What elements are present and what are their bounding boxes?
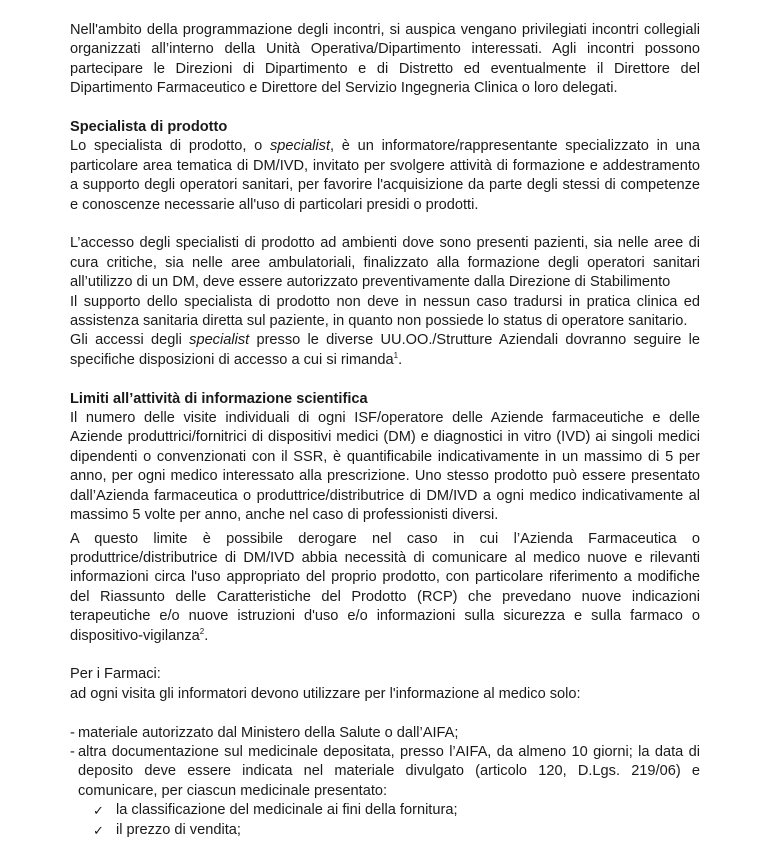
section-heading-limiti: Limiti all’attività di informazione scientifica: [70, 390, 368, 407]
text-run: , è un informatore/rappresentante specializzato in una particolare area tematica di DM/IVD, invitato per svolgere attività di formazione e addestramento a supporto degli operatori sanitari, per favorire l'acquisizione da parte degli stessi di competenze e conoscenze necessarie all'uso di particolari presidi o prodotti.: [70, 138, 700, 213]
specialista-paragraph-3: Il supporto dello specialista di prodotto non deve in nessun caso tradursi in pratica clinica ed assistenza sanitaria diretta sul paziente, in quanto non possiede lo status di operatore sanitario.: [70, 293, 700, 330]
text-run: .: [398, 351, 403, 368]
list-item-text: altra documentazione sul medicinale depositata, presso l’AIFA, da almeno 10 giorni; la data di deposito deve essere indicata nel materiale divulgato (articolo 120, D.Lgs. 219/06) e comunicare, per ciascun medicinale presentato:: [78, 743, 700, 799]
footnote-ref[interactable]: 2: [199, 626, 205, 636]
specialista-paragraph-2: L’accesso degli specialisti di prodotto ad ambienti dove sono presenti pazienti, sia nelle aree di cura critiche, sia nelle aree ambulatoriali, finalizzato alla formazione degli operatori sanitari all’utilizzo di un DM, deve essere autorizzato preventivamente dalla Direzione di Stabilimento: [70, 235, 700, 291]
spacer: [70, 704, 700, 723]
list-item-text: materiale autorizzato dal Ministero della Salute o dall’AIFA;: [78, 724, 459, 741]
specialista-paragraph-1: [70, 137, 700, 215]
list-item-text: la classificazione del medicinale ai fini della fornitura;: [116, 802, 458, 819]
checkmark-icon: ✓: [93, 822, 104, 838]
check-list-item: [70, 801, 700, 820]
footnote-ref[interactable]: 1: [393, 350, 399, 360]
text-run: .: [204, 627, 209, 644]
spacer: [70, 99, 700, 118]
farmaci-intro: ad ogni visita gli informatori devono utilizzare per l'informazione al medico solo:: [70, 685, 581, 702]
text-run: Lo specialista di prodotto, o: [70, 138, 270, 155]
specialista-paragraph-4: [70, 331, 700, 370]
dash-bullet-icon: -: [70, 724, 75, 741]
spacer: [70, 370, 700, 389]
text-run: Gli accessi degli: [70, 332, 190, 349]
section-heading-specialista: Specialista di prodotto: [70, 119, 228, 136]
text-run: A questo limite è possibile derogare nel caso in cui l’Azienda Farmaceutica o produttrice/distributrice di DM/IVD abbia necessità di comunicare al medico nuove e rilevanti informazioni circa l'uso appropriato del proprio prodotto, con particolare riferimento a modifiche del Riassunto delle Caratteristiche del Prodotto (RCP) che prevedano nuove indicazioni terapeutiche e/o nuove istruzioni d'uso e/o informazioni sulla sicurezza e sulla farmaco o dispositivo-vigilanza: [70, 530, 700, 644]
dash-list-item: [70, 743, 700, 801]
document-page: [70, 21, 700, 840]
dash-list-item: [70, 724, 700, 743]
spacer: [70, 646, 700, 665]
spacer: [70, 215, 700, 234]
check-list-item: [70, 821, 700, 840]
intro-paragraph: Nell'ambito della programmazione degli incontri, si auspica vengano privilegiati incontri collegiali organizzati all’interno della Unità Operativa/Dipartimento interessati. Agli incontri possono partecipare le Direzioni di Dipartimento e di Distretto ed eventualmente il Direttore del Dipartimento Farmaceutico e Direttore del Servizio Ingegneria Clinica o loro delegati.: [70, 22, 700, 97]
italic-term: specialist: [189, 332, 250, 349]
farmaci-title: Per i Farmaci:: [70, 666, 161, 683]
limiti-paragraph-1: Il numero delle visite individuali di ogni ISF/operatore delle Aziende farmaceutiche e delle Aziende produttrici/fornitrici di dispositivi medici (DM) e diagnostici in vitro (IVD) ai singoli medici dipendenti o convenzionati con il SSR, è quantificabile indicativamente in un massimo di 5 per anno, per ogni medico interessato alla prescrizione. Uno stesso prodotto può essere presentato dall’Azienda farmaceutica o produttrice/distributrice di DM/IVD a ogni medico indicativamente al massimo 5 volte per anno, anche nel caso di professionisti diversi.: [70, 410, 700, 524]
italic-term: specialist: [270, 138, 331, 155]
dash-bullet-icon: -: [70, 743, 75, 760]
list-item-text: il prezzo di vendita;: [116, 821, 241, 838]
limiti-paragraph-2: [70, 530, 700, 646]
checkmark-icon: ✓: [93, 803, 104, 819]
text-run: presso le diverse UU.OO./Strutture Aziendali dovranno seguire le specifiche disposizioni di accesso a cui si rimanda: [70, 332, 700, 368]
